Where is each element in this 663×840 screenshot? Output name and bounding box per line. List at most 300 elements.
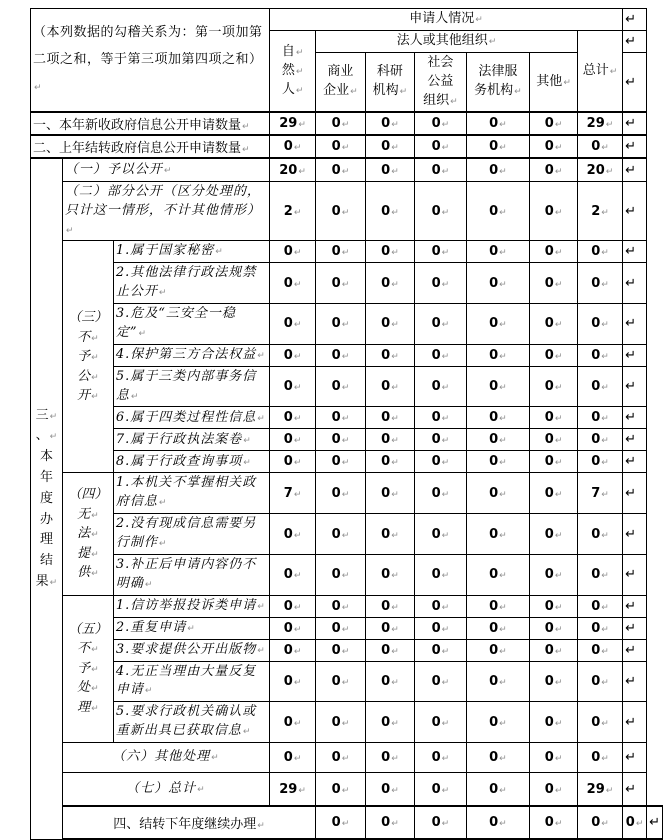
paragraph-mark-icon: ↵ (554, 436, 563, 447)
paragraph-mark-icon: ↵ (441, 143, 450, 154)
paragraph-mark-icon: ↵ (488, 37, 497, 47)
paragraph-mark-icon: ↵ (601, 248, 609, 259)
value-cell: 0↵ (577, 617, 622, 639)
paragraph-mark-icon: ↵ (450, 96, 458, 107)
paragraph-mark-icon: ↵ (441, 248, 450, 259)
paragraph-mark-icon: ↵ (499, 279, 507, 290)
paragraph-mark-icon: ↵ (514, 87, 522, 98)
value-cell: 0↵ (365, 344, 415, 366)
paragraph-mark-icon: ↵ (293, 436, 302, 447)
paragraph-mark-icon: ↵ (34, 82, 43, 93)
paragraph-mark-icon: ↵ (554, 279, 563, 290)
value-cell: 0↵ (270, 366, 316, 407)
row-denied-7 (31, 429, 663, 451)
value-cell: 0↵ (577, 304, 622, 345)
paragraph-mark-icon: ↵ (242, 122, 250, 133)
value-cell: 0↵ (466, 158, 530, 181)
row-carried-to-next-year (31, 806, 663, 839)
paragraph-mark-icon: ↵ (295, 47, 304, 58)
paragraph-mark-icon: ↵ (605, 120, 614, 131)
value-cell: 0↵ (530, 158, 578, 181)
value-cell: 0↵ (270, 639, 316, 661)
value-cell: 0↵ (577, 429, 622, 451)
paragraph-mark-icon: ↵ (563, 77, 571, 88)
subsection-label-denied: （三） 不↵ 予↵ 公↵ 开↵ (62, 241, 113, 473)
paragraph-mark-icon: ↵ (91, 392, 99, 403)
value-cell: 0↵ (316, 473, 366, 514)
paragraph-mark-icon: ↵ (391, 143, 399, 154)
paragraph-mark-icon: ↵ (499, 143, 507, 154)
value-cell: 0↵ (415, 473, 466, 514)
value-cell: 0↵ (316, 112, 366, 135)
row-end-mark: ↵ (623, 366, 647, 407)
value-cell: 0↵ (316, 241, 366, 263)
value-cell: 0↵ (530, 344, 578, 366)
paragraph-mark-icon: ↵ (257, 601, 266, 612)
paragraph-mark-icon: ↵ (144, 579, 154, 590)
value-cell: 0↵ (415, 742, 466, 772)
paragraph-mark-icon: ↵ (295, 66, 304, 77)
paragraph-mark-icon: ↵ (341, 166, 350, 177)
paragraph-mark-icon: ↵ (391, 458, 399, 469)
value-cell: 0↵ (577, 451, 622, 473)
paragraph-mark-icon: ↵ (499, 677, 507, 688)
reconciliation-note: （本列数据的勾稽关系为：第一项加第二项之和，等于第三项加第四项之和）↵ (31, 9, 270, 113)
paragraph-mark-icon: ↵ (554, 120, 563, 131)
value-cell: 0↵ (365, 514, 415, 555)
value-cell: 0↵ (415, 263, 466, 304)
subsection-label-not-processed: （五） 不↵ 予↵ 处↵ 理↵ (62, 595, 113, 742)
paragraph-mark-icon: ↵ (187, 623, 196, 634)
paragraph-mark-icon: ↵ (91, 353, 99, 364)
value-cell: 0↵ (415, 366, 466, 407)
paragraph-mark-icon: ↵ (441, 819, 450, 830)
row-label-carried-from-last-year: 二、上年结转政府信息公开申请数量↵ (31, 135, 270, 158)
paragraph-mark-icon: ↵ (391, 571, 399, 582)
paragraph-mark-icon: ↵ (601, 436, 609, 447)
paragraph-mark-icon: ↵ (601, 530, 609, 541)
paragraph-mark-icon: ↵ (554, 530, 563, 541)
value-cell: 0↵ (530, 617, 578, 639)
row-end-mark: ↵ (623, 742, 647, 772)
paragraph-mark-icon: ↵ (499, 571, 507, 582)
value-cell: 29↵ (270, 112, 316, 135)
row-end-mark: ↵ (623, 344, 647, 366)
paragraph-mark-icon: ↵ (341, 414, 350, 425)
row-label-other-handling: （六）其他处理↵ (62, 742, 269, 772)
value-cell: 0↵ (316, 451, 366, 473)
value-cell: 0↵ (316, 661, 366, 702)
paragraph-mark-icon: ↵ (341, 120, 350, 131)
value-cell: 0↵ (365, 806, 415, 839)
paragraph-mark-icon: ↵ (341, 624, 350, 635)
value-cell: 0↵ (270, 304, 316, 345)
value-cell: 0↵ (365, 639, 415, 661)
paragraph-mark-icon: ↵ (163, 165, 173, 176)
value-cell: 0↵ (530, 429, 578, 451)
paragraph-mark-icon: ↵ (293, 458, 302, 469)
paragraph-mark-icon: ↵ (257, 821, 265, 832)
paragraph-mark-icon: ↵ (391, 677, 399, 688)
paragraph-mark-icon: ↵ (293, 383, 302, 394)
value-cell: 0↵ (466, 772, 530, 806)
row-label-law-prohibited: 2.其他法律行政法规禁止公开↵ (113, 263, 269, 304)
row-label-state-secret: 1.属于国家秘密↵ (113, 241, 269, 263)
value-cell: 0↵ (466, 344, 530, 366)
paragraph-mark-icon: ↵ (391, 414, 399, 425)
paragraph-mark-icon: ↵ (554, 458, 563, 469)
value-cell: 0↵ (530, 181, 578, 241)
paragraph-mark-icon: ↵ (601, 819, 609, 830)
value-cell: 0↵ (466, 514, 530, 555)
value-cell: 0↵ (316, 702, 366, 743)
paragraph-mark-icon: ↵ (635, 819, 644, 830)
paragraph-mark-icon: ↵ (601, 458, 609, 469)
value-cell: 0↵ (365, 112, 415, 135)
paragraph-mark-icon: ↵ (341, 530, 350, 541)
row-label-reconfirm-info: 5.要求行政机关确认或重新出具已获取信息↵ (113, 702, 269, 743)
paragraph-mark-icon: ↵ (341, 351, 350, 362)
paragraph-mark-icon: ↵ (391, 120, 399, 131)
value-cell: 0↵ (577, 344, 622, 366)
value-cell: 0↵ (530, 806, 578, 839)
value-cell: 0↵ (530, 554, 578, 595)
value-cell: 0↵ (365, 595, 415, 617)
paragraph-mark-icon: ↵ (341, 753, 350, 764)
value-cell: 0↵ (577, 554, 622, 595)
value-cell: 0↵ (270, 429, 316, 451)
value-cell: 0↵ (530, 595, 578, 617)
value-cell: 0↵ (623, 806, 647, 839)
value-cell: 0↵ (270, 742, 316, 772)
value-cell: 0↵ (577, 742, 622, 772)
paragraph-mark-icon: ↵ (499, 458, 507, 469)
row-end-mark: ↵ (623, 304, 647, 345)
paragraph-mark-icon: ↵ (601, 320, 609, 331)
value-cell: 0↵ (415, 304, 466, 345)
row-notprocessed-2 (31, 617, 663, 639)
value-cell: 0↵ (365, 241, 415, 263)
value-cell: 0↵ (530, 661, 578, 702)
value-cell: 29↵ (577, 112, 622, 135)
value-cell: 0↵ (270, 514, 316, 555)
col-header-other: 其他↵ (530, 52, 578, 112)
value-cell: 0↵ (577, 135, 622, 158)
paragraph-mark-icon: ↵ (391, 320, 399, 331)
paragraph-mark-icon: ↵ (293, 571, 302, 582)
value-cell: 0↵ (365, 181, 415, 241)
paragraph-mark-icon: ↵ (91, 569, 99, 580)
value-cell: 0↵ (270, 661, 316, 702)
paragraph-mark-icon: ↵ (441, 571, 450, 582)
value-cell: 0↵ (316, 181, 366, 241)
paragraph-mark-icon: ↵ (341, 458, 350, 469)
paragraph-mark-icon: ↵ (243, 457, 252, 468)
value-cell: 0↵ (270, 595, 316, 617)
paragraph-mark-icon: ↵ (341, 143, 350, 154)
paragraph-mark-icon: ↵ (91, 510, 99, 521)
paragraph-mark-icon: ↵ (295, 85, 304, 96)
paragraph-mark-icon: ↵ (293, 248, 302, 259)
paragraph-mark-icon: ↵ (441, 602, 450, 613)
paragraph-mark-icon: ↵ (49, 577, 58, 588)
paragraph-mark-icon: ↵ (554, 351, 563, 362)
row-label-not-held: 1.本机关不掌握相关政府信息↵ (113, 473, 269, 514)
paragraph-mark-icon: ↵ (499, 436, 507, 447)
value-cell: 0↵ (316, 514, 366, 555)
col-header-social-org: 社会 公益 组织↵ (415, 52, 466, 112)
value-cell: 0↵ (530, 263, 578, 304)
value-cell: 0↵ (365, 135, 415, 158)
value-cell: 0↵ (530, 639, 578, 661)
paragraph-mark-icon: ↵ (554, 677, 563, 688)
paragraph-mark-icon: ↵ (499, 489, 507, 500)
paragraph-mark-icon: ↵ (341, 383, 350, 394)
report-table-body (31, 9, 663, 840)
paragraph-mark-icon: ↵ (391, 718, 399, 729)
paragraph-mark-icon: ↵ (601, 646, 609, 657)
row-end-mark: ↵ (623, 702, 647, 743)
value-cell: 0↵ (316, 158, 366, 181)
paragraph-mark-icon: ↵ (499, 207, 507, 218)
value-cell: 0↵ (415, 112, 466, 135)
paragraph-mark-icon: ↵ (601, 279, 609, 290)
paragraph-mark-icon: ↵ (293, 489, 302, 500)
paragraph-mark-icon: ↵ (293, 320, 302, 331)
header-applicant-status: 申请人情况↵ (270, 9, 623, 31)
paragraph-mark-icon: ↵ (341, 248, 350, 259)
row-label-duplicate-application: 2.重复申请↵ (113, 617, 269, 639)
value-cell: 0↵ (415, 617, 466, 639)
value-cell: 0↵ (415, 772, 466, 806)
paragraph-mark-icon: ↵ (554, 166, 563, 177)
row-partially-granted (31, 181, 663, 241)
value-cell: 7↵ (270, 473, 316, 514)
paragraph-mark-icon: ↵ (441, 166, 450, 177)
row-denied-2 (31, 263, 663, 304)
row-denied-4 (31, 344, 663, 366)
value-cell: 0↵ (577, 639, 622, 661)
paragraph-mark-icon: ↵ (391, 602, 399, 613)
row-unable-2 (31, 514, 663, 555)
paragraph-mark-icon: ↵ (499, 120, 507, 131)
row-label-partially-granted: （二）部分公开（区分处理的，只计这一情形，不计其他情形）↵ (62, 181, 269, 241)
value-cell: 0↵ (415, 135, 466, 158)
row-label-internal-affairs: 5.属于三类内部事务信息↵ (113, 366, 269, 407)
value-cell: 0↵ (466, 241, 530, 263)
paragraph-mark-icon: ↵ (554, 624, 563, 635)
paragraph-mark-icon: ↵ (554, 718, 563, 729)
paragraph-mark-icon: ↵ (554, 383, 563, 394)
paragraph-mark-icon: ↵ (499, 414, 507, 425)
paragraph-mark-icon: ↵ (441, 279, 450, 290)
paragraph-mark-icon: ↵ (391, 436, 399, 447)
col-header-natural-person: 自↵ 然↵ 人↵ (270, 31, 316, 113)
paragraph-mark-icon: ↵ (144, 686, 154, 697)
value-cell: 0↵ (270, 263, 316, 304)
paragraph-mark-icon: ↵ (499, 530, 507, 541)
paragraph-mark-icon: ↵ (554, 489, 563, 500)
row-end-mark: ↵ (623, 639, 647, 661)
value-cell: 0↵ (365, 429, 415, 451)
paragraph-mark-icon: ↵ (399, 87, 408, 98)
row-end-mark: ↵ (647, 806, 663, 839)
row-label-process-info: 6.属于四类过程性信息↵ (113, 407, 269, 429)
paragraph-mark-icon: ↵ (441, 383, 450, 394)
row-new-received (31, 112, 663, 135)
value-cell: 20↵ (270, 158, 316, 181)
paragraph-mark-icon: ↵ (499, 320, 507, 331)
paragraph-mark-icon: ↵ (441, 436, 450, 447)
value-cell: 0↵ (316, 639, 366, 661)
value-cell: 0↵ (466, 366, 530, 407)
value-cell: 0↵ (530, 366, 578, 407)
paragraph-mark-icon: ↵ (341, 819, 350, 830)
section-label-annual-results: 三↵ 、↵ 本 年 度 办 理 结 果↵ (31, 158, 63, 839)
row-unable-1 (31, 473, 663, 514)
row-notprocessed-1 (31, 595, 663, 617)
paragraph-mark-icon: ↵ (601, 383, 609, 394)
value-cell: 0↵ (415, 344, 466, 366)
paragraph-mark-icon: ↵ (215, 247, 224, 258)
paragraph-mark-icon: ↵ (242, 727, 252, 738)
row-end-mark: ↵ (623, 158, 647, 181)
paragraph-mark-icon: ↵ (609, 66, 618, 77)
value-cell: 0↵ (365, 473, 415, 514)
value-cell: 29↵ (270, 772, 316, 806)
paragraph-mark-icon: ↵ (91, 703, 99, 714)
value-cell: 0↵ (415, 514, 466, 555)
paragraph-mark-icon: ↵ (293, 207, 302, 218)
row-end-mark: ↵ (623, 112, 647, 135)
value-cell: 0↵ (415, 451, 466, 473)
value-cell: 0↵ (530, 742, 578, 772)
row-subtotal (31, 772, 663, 806)
row-label-admin-inquiry: 8.属于行政查询事项↵ (113, 451, 269, 473)
value-cell: 0↵ (270, 407, 316, 429)
row-label-still-unclear: 3.补正后申请内容仍不明确↵ (113, 554, 269, 595)
paragraph-mark-icon: ↵ (499, 624, 507, 635)
row-denied-8 (31, 451, 663, 473)
value-cell: 0↵ (530, 241, 578, 263)
paragraph-mark-icon: ↵ (601, 143, 609, 154)
paragraph-mark-icon: ↵ (601, 571, 609, 582)
row-denied-5 (31, 366, 663, 407)
value-cell: 20↵ (577, 158, 622, 181)
paragraph-mark-icon: ↵ (391, 207, 399, 218)
value-cell: 0↵ (577, 661, 622, 702)
paragraph-mark-icon: ↵ (341, 489, 350, 500)
row-other-handling (31, 742, 663, 772)
paragraph-mark-icon: ↵ (293, 143, 302, 154)
paragraph-mark-icon: ↵ (499, 351, 507, 362)
value-cell: 0↵ (466, 595, 530, 617)
paragraph-mark-icon: ↵ (91, 645, 99, 656)
paragraph-mark-icon: ↵ (293, 624, 302, 635)
value-cell: 0↵ (466, 181, 530, 241)
row-label-petition-complaint: 1.信访举报投诉类申请↵ (113, 595, 269, 617)
row-label-published-materials: 3.要求提供公开出版物↵ (113, 639, 269, 661)
paragraph-mark-icon: ↵ (341, 718, 350, 729)
value-cell: 0↵ (530, 702, 578, 743)
value-cell: 0↵ (530, 135, 578, 158)
paragraph-mark-icon: ↵ (49, 411, 58, 422)
value-cell: 0↵ (577, 263, 622, 304)
paragraph-mark-icon: ↵ (499, 166, 507, 177)
paragraph-mark-icon: ↵ (554, 414, 563, 425)
value-cell: 0↵ (530, 473, 578, 514)
row-carried-from-last-year (31, 135, 663, 158)
paragraph-mark-icon: ↵ (441, 320, 450, 331)
value-cell: 0↵ (365, 304, 415, 345)
row-end-mark: ↵ (623, 407, 647, 429)
paragraph-mark-icon: ↵ (499, 248, 507, 259)
paragraph-mark-icon: ↵ (441, 458, 450, 469)
paragraph-mark-icon: ↵ (158, 539, 168, 549)
report-table (30, 8, 663, 840)
paragraph-mark-icon: ↵ (341, 785, 350, 796)
paragraph-mark-icon: ↵ (391, 753, 399, 764)
paragraph-mark-icon: ↵ (499, 785, 507, 796)
paragraph-mark-icon: ↵ (391, 819, 399, 830)
value-cell: 0↵ (365, 366, 415, 407)
paragraph-mark-icon: ↵ (257, 413, 266, 424)
value-cell: 0↵ (365, 451, 415, 473)
paragraph-mark-icon: ↵ (391, 489, 399, 500)
value-cell: 0↵ (365, 617, 415, 639)
value-cell: 0↵ (316, 263, 366, 304)
value-cell: 0↵ (530, 407, 578, 429)
value-cell: 0↵ (316, 366, 366, 407)
row-end-mark: ↵ (623, 595, 647, 617)
row-notprocessed-3 (31, 639, 663, 661)
paragraph-mark-icon: ↵ (91, 664, 99, 675)
paragraph-mark-icon: ↵ (499, 819, 507, 830)
value-cell: 0↵ (577, 806, 622, 839)
paragraph-mark-icon: ↵ (601, 351, 609, 362)
paragraph-mark-icon: ↵ (601, 624, 609, 635)
value-cell: 0↵ (415, 661, 466, 702)
paragraph-mark-icon: ↵ (441, 489, 450, 500)
value-cell: 0↵ (316, 742, 366, 772)
row-unable-3 (31, 554, 663, 595)
paragraph-mark-icon: ↵ (91, 684, 99, 695)
paragraph-mark-icon: ↵ (138, 328, 148, 339)
row-end-mark: ↵ (623, 263, 647, 304)
value-cell: 0↵ (530, 451, 578, 473)
row-label-repeated-applications: 4.无正当理由大量反复申请↵ (113, 661, 269, 702)
row-label-needs-creation: 2.没有现成信息需要另行制作↵ (113, 514, 269, 555)
row-granted (31, 158, 663, 181)
row-end-mark: ↵ (623, 9, 647, 31)
paragraph-mark-icon: ↵ (601, 677, 609, 688)
paragraph-mark-icon: ↵ (341, 320, 350, 331)
col-header-total: 总计↵ (577, 31, 622, 113)
paragraph-mark-icon: ↵ (197, 784, 206, 795)
header-legal-or-other-org: 法人或其他组织↵ (316, 31, 578, 53)
value-cell: 0↵ (365, 158, 415, 181)
paragraph-mark-icon: ↵ (391, 279, 399, 290)
row-label-subtotal: （七）总计↵ (62, 772, 269, 806)
row-label-new-received: 一、本年新收政府信息公开申请数量↵ (31, 112, 270, 135)
value-cell: 0↵ (365, 263, 415, 304)
paragraph-mark-icon: ↵ (257, 645, 266, 656)
value-cell: 2↵ (270, 181, 316, 241)
value-cell: 0↵ (415, 554, 466, 595)
row-notprocessed-4 (31, 661, 663, 702)
paragraph-mark-icon: ↵ (601, 489, 609, 500)
value-cell: 0↵ (577, 514, 622, 555)
